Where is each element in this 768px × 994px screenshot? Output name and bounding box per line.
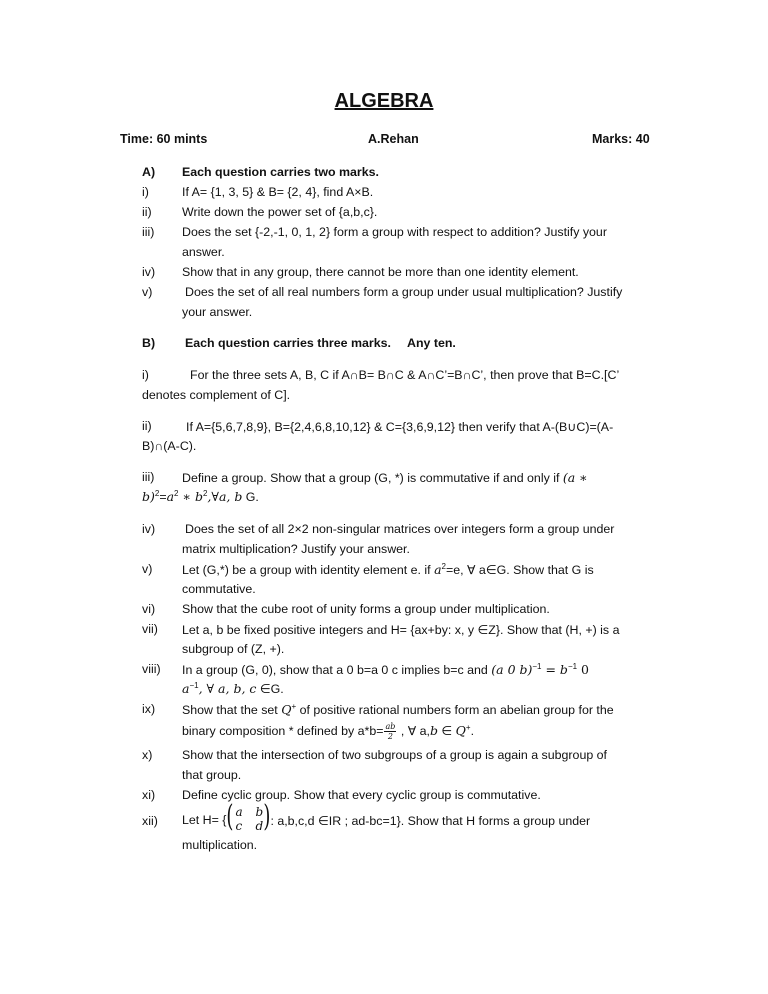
question-number: xi)	[142, 788, 156, 802]
question-text	[182, 799, 591, 834]
fraction-denominator: 2	[387, 732, 393, 741]
question-text-continued: commutative.	[182, 582, 256, 596]
math-expression: Q	[281, 702, 292, 717]
question-text-continued: subgroup of (Z, +).	[182, 642, 285, 656]
question-text-part: Let H= {	[182, 813, 227, 827]
question-text-continued: binary composition * defined by a*b= $\frac{ab}{2}$ , ∀ a,b ∈ Q+.	[182, 722, 475, 741]
question-text-continued: matrix multiplication? Justify your answer.	[182, 542, 410, 556]
question-text-part: binary composition * defined by a*b=	[182, 723, 384, 738]
question-number: iv)	[142, 265, 156, 279]
matrix-cell: b	[255, 805, 264, 819]
question-text-continued: $a^{-1}$, ∀ a, b, c ∈G.	[182, 681, 284, 696]
question-text: Let a, b be fixed positive integers and H= {ax+by: x, y ∈Z}. Show that (H, +) is a	[182, 623, 620, 637]
question-text-continued: your answer.	[182, 305, 253, 319]
section-b-instruction: Each question carries three marks.	[185, 336, 391, 350]
question-text	[182, 470, 588, 485]
page-title: ALGEBRA	[334, 90, 434, 112]
math-fraction	[384, 722, 396, 741]
math-expression: (a ∗	[562, 470, 588, 485]
question-number: iii)	[142, 470, 155, 484]
matrix-right-paren: )	[263, 799, 271, 834]
question-text: If A={5,6,7,8,9}, B={2,4,6,8,10,12} & C={3,6,9,12} then verify that A-(B∪C)=(A-	[186, 420, 614, 434]
question-text-continued: answer.	[182, 245, 225, 259]
question-number: vi)	[142, 602, 156, 616]
math-expression: a	[434, 562, 442, 577]
question-text-continued: that group.	[182, 768, 242, 782]
math-operator: =	[159, 490, 167, 504]
math-expression: b	[194, 489, 203, 504]
question-text-continued: B)∩(A-C).	[142, 439, 197, 453]
question-number: x)	[142, 748, 153, 762]
question-text: Does the set {-2,-1, 0, 1, 2} form a group with respect to addition? Justify your	[182, 225, 607, 239]
section-a-label: A)	[142, 165, 156, 179]
question-number: ii)	[142, 419, 152, 433]
question-text-part: Show that the set	[182, 703, 278, 717]
math-expression: , ∀ a, b, c	[198, 681, 257, 696]
matrix-cell: a	[235, 805, 243, 819]
math-expression: (a 0 b)	[491, 662, 533, 677]
question-text-part: : a,b,c,d ∈IR ; ad-bc=1}. Show that H forms a group under	[270, 813, 591, 828]
marks-label: Marks: 40	[592, 132, 650, 146]
author-label: A.Rehan	[368, 132, 419, 146]
math-expression: Q	[455, 722, 466, 738]
question-number: v)	[142, 562, 153, 576]
section-b-any-ten: Any ten.	[407, 336, 456, 350]
question-text: Does the set of all 2×2 non-singular matrices over integers form a group under	[185, 522, 615, 536]
question-text-continued: denotes complement of C].	[142, 388, 291, 402]
question-text-part: In a group (G, 0), show that a 0 b=a 0 c implies b=c and	[182, 663, 488, 677]
question-text: Show that in any group, there cannot be more than one identity element.	[182, 265, 579, 279]
section-b-label: B)	[142, 336, 156, 350]
section-a-instruction: Each question carries two marks.	[182, 165, 379, 179]
math-expression: ,∀a, b	[207, 489, 243, 504]
question-number: i)	[142, 368, 149, 382]
matrix-left-paren: (	[226, 799, 234, 834]
math-expression: b	[429, 722, 438, 738]
question-text: If A= {1, 3, 5} & B= {2, 4}, find A×B.	[182, 185, 374, 199]
math-expression: a	[182, 681, 190, 696]
question-text-part: ∈G.	[256, 682, 284, 696]
question-number: iv)	[142, 522, 156, 536]
question-text-continued: $b)^2=a^2$ ∗ $b^2,\forall a$, b G.	[142, 489, 259, 504]
matrix	[226, 799, 271, 834]
question-text: Define cyclic group. Show that every cyclic group is commutative.	[182, 788, 541, 802]
question-text-part: Define a group. Show that a group (G, *) is commutative if and only if	[182, 471, 560, 485]
question-text: In a group (G, 0), show that a 0 b=a 0 c implies b=c and (a 0 $b)^{-1} = b^{-1}$ 0	[182, 662, 589, 677]
question-number: i)	[142, 185, 149, 199]
question-text: Show that the set Q+ of positive rational numbers form an abelian group for the	[182, 702, 614, 717]
time-label: Time: 60 mints	[120, 132, 208, 146]
math-expression: = b	[541, 662, 568, 677]
question-text-part: , ∀ a,	[397, 723, 430, 738]
math-operator: ∗	[178, 489, 195, 504]
question-text-continued: multiplication.	[182, 838, 258, 852]
question-number: xii)	[142, 814, 158, 828]
question-text-part: ∈	[437, 723, 456, 738]
question-text: Write down the power set of {a,b,c}.	[182, 205, 378, 219]
question-text: Show that the cube root of unity forms a group under multiplication.	[182, 602, 550, 616]
math-expression: a	[166, 489, 175, 504]
question-text-part: G.	[242, 490, 259, 504]
question-text: Show that the intersection of two subgroups of a group is again a subgroup of	[182, 748, 607, 762]
question-number: viii)	[142, 662, 161, 676]
fraction-numerator: ab	[385, 722, 396, 731]
matrix-cell: d	[255, 819, 264, 833]
question-text-part: =e, ∀ a∈G. Show that G is	[446, 563, 594, 577]
question-number: iii)	[142, 225, 155, 239]
question-text-part: of positive rational numbers form an abelian group for the	[296, 703, 614, 717]
question-text: Does the set of all real numbers form a group under usual multiplication? Justify	[185, 285, 623, 299]
math-expression: b)	[142, 489, 155, 504]
question-text-part: .	[470, 723, 475, 738]
question-text: Let (G,*) be a group with identity element e. if $a^2=e$, ∀ a∈G. Show that G is	[182, 562, 594, 577]
question-text: For the three sets A, B, C if A∩B= B∩C & A∩C’=B∩C’, then prove that B=C.[C’	[190, 368, 620, 382]
matrix-cell: c	[235, 819, 243, 833]
question-number: ix)	[142, 702, 156, 716]
question-text-part: Let (G,*) be a group with identity element e. if	[182, 563, 431, 577]
question-number: ii)	[142, 205, 152, 219]
math-expression: 0	[577, 662, 589, 677]
question-number: vii)	[142, 622, 158, 636]
question-number: v)	[142, 285, 153, 299]
